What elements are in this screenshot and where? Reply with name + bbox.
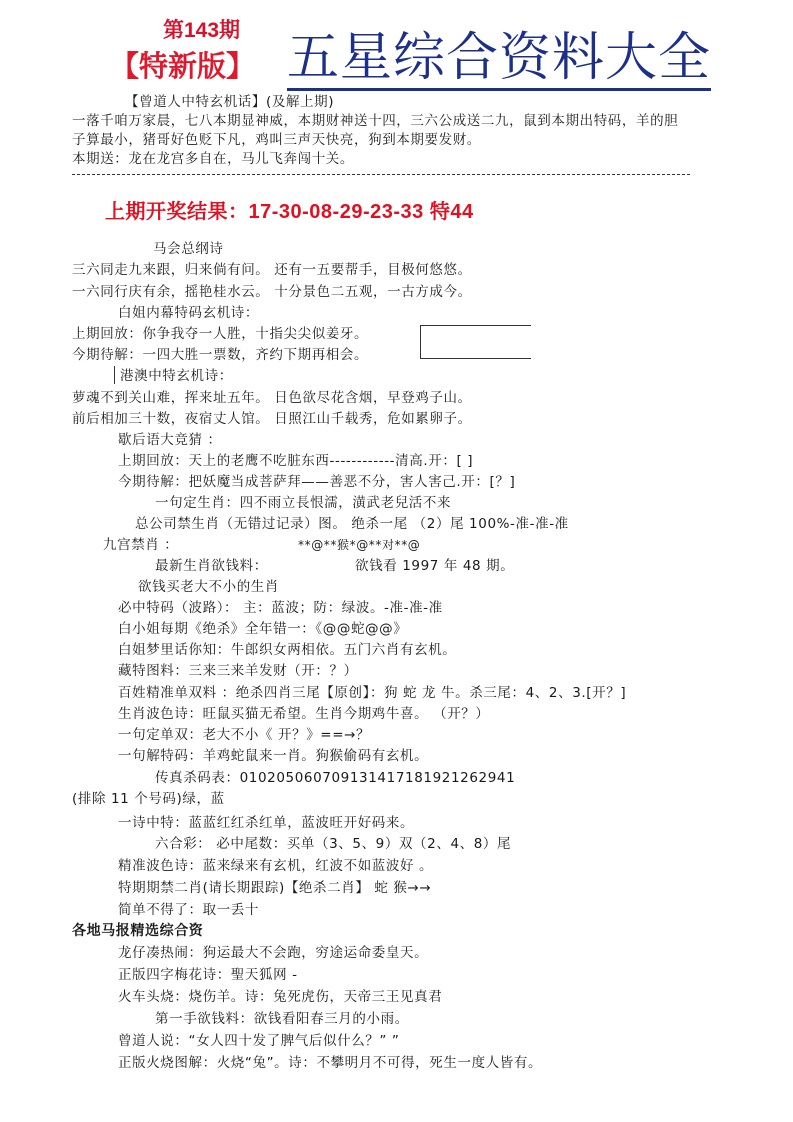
poem-line: 上期回放：你争我夺一人胜，十指尖尖似姜牙。 xyxy=(72,326,369,342)
poem-line: 正版火烧图解：火烧“兔”。诗：不攀明月不可得，死生一度人皆有。 xyxy=(118,1055,543,1071)
intro-line: 子算最小，猪哥好色贬下凡，鸡叫三声天快亮，狗到本期要发财。 xyxy=(72,132,481,148)
bracket-mark xyxy=(114,366,115,384)
last-draw-result: 上期开奖结果：17-30-08-29-23-33 特44 xyxy=(105,201,474,223)
poem-line: 今期待解：把妖魔当成菩萨拜——善恶不分，害人害己.开：[？] xyxy=(118,474,516,490)
poem-line: 萝魂不到关山难，挥来址五年。 日色欲尽花含烟，早登鸡子山。 xyxy=(72,390,472,406)
bracket-mark xyxy=(420,325,531,359)
section-heading: 歇后语大竞猜 ： xyxy=(118,432,222,448)
section-heading: 最新生肖欲钱料： xyxy=(155,558,268,574)
poem-line: 一句定生肖：四不雨立長恨濡，潢武老兒活不来 xyxy=(155,495,452,511)
poem-line: 一诗中特：蓝蓝红红杀红单，蓝波旺开好码来。 xyxy=(118,815,415,831)
dashed-divider xyxy=(72,174,690,175)
issue-number: 第143期 xyxy=(163,19,241,42)
poem-line: 一句解特码：羊鸡蛇鼠来一肖。狗猴偷码有玄机。 xyxy=(118,748,429,764)
intro-line: 本期送：龙在龙宫多自在，马儿飞奔闯十关。 xyxy=(72,151,354,167)
section-heading: 港澳中特玄机诗： xyxy=(120,368,233,384)
poem-line: 白小姐每期《绝杀》全年错一：《@@蛇@@》 xyxy=(118,621,408,637)
poem-line: 传真杀码表：01020506070913141718192126294​1 xyxy=(155,770,516,786)
poem-line: 上期回放：天上的老鹰不吃脏东西------------清高.开：[ ] xyxy=(118,453,474,469)
poem-line: 生肖波色诗：旺鼠买猫无希望。生肖今期鸡牛喜。 （开？） xyxy=(118,706,490,722)
section-heading: 九宫禁肖 ： xyxy=(103,537,179,553)
page-title: 五星综合资料大全 xyxy=(287,28,711,91)
poem-line: 前后相加三十数，夜宿丈人馆。 日照江山千载秀，危如累卵子。 xyxy=(72,411,472,427)
poem-line: 一句定单双：老大不小《 开？》==→？ xyxy=(118,727,371,743)
poem-line: 欲钱买老大不小的生肖 xyxy=(138,579,279,595)
edition-label: 【特新版】 xyxy=(110,49,256,83)
poem-line: 精准波色诗：蓝来绿来有玄机，红波不如蓝波好 。 xyxy=(118,858,434,874)
poem-line: 第一手欲钱料：欲钱看阳春三月的小雨。 xyxy=(155,1011,409,1027)
poem-line: 龙仔凑热闹：狗运最大不会跑，穷途运命委皇天。 xyxy=(118,945,429,961)
poem-line: 欲钱看 1997 年 48 期。 xyxy=(355,558,515,574)
poem-line: 三六同走九来跟，归来倘有问。 还有一五要帮手，目极何悠悠。 xyxy=(72,262,472,278)
poem-line: 白姐梦里话你知：牛郎织女两相依。五门六肖有玄机。 xyxy=(118,642,457,658)
poem-line: 正版四字梅花诗：聖天狐网 - xyxy=(118,967,298,983)
poem-line: 六合彩： 必中尾数：买单（3、5、9）双（2、4、8）尾 xyxy=(155,836,512,852)
poem-line: (排除 11 个号码)绿，蓝 xyxy=(72,791,225,807)
intro-line: 一落千咱万家晨，七八本期显神威，本期财神送十四，三六公成送二九，鼠到本期出特码，羊的胆 xyxy=(72,113,679,129)
section-heading: 白姐内幕特码玄机诗： xyxy=(118,305,259,321)
intro-heading: 【曾道人中特玄机话】(及解上期) xyxy=(125,94,335,110)
poem-line: 曾道人说：“女人四十发了脾气后似什么？” ” xyxy=(118,1033,400,1049)
poem-line: 一六同行庆有余，摇艳桂水云。 十分景色二五观，一古方成今。 xyxy=(72,284,472,300)
section-heading: 各地马报精选综合资 xyxy=(72,923,204,939)
poem-line: 藏特图料：三来三来羊发财（开：？） xyxy=(118,663,358,679)
poem-line: 特期期禁二肖(请长期跟踪)【绝杀二肖】 蛇 猴→→ xyxy=(118,880,432,896)
poem-heading: 马会总纲诗 xyxy=(153,241,224,257)
poem-line: 百姓精准单双料 ：绝杀四肖三尾【原创】：狗 蛇 龙 牛。杀三尾：4、2、3.[开？] xyxy=(118,685,627,701)
poem-line: **@**猴*@**对**@ xyxy=(298,538,421,552)
poem-line: 今期待解：一四大胜一票数，齐约下期再相会。 xyxy=(72,347,369,363)
poem-line: 火车头烧：烧伤羊。诗：兔死虎伤，天帝三王见真君 xyxy=(118,989,443,1005)
poem-line: 总公司禁生肖（无错过记录）图。 绝杀一尾 （2）尾 100%-准-准-准 xyxy=(135,516,569,532)
poem-line: 简单不得了：取一丢十 xyxy=(118,902,259,918)
poem-line: 必中特码（波路）： 主：蓝波；防：绿波。-准-准-准 xyxy=(118,600,443,616)
